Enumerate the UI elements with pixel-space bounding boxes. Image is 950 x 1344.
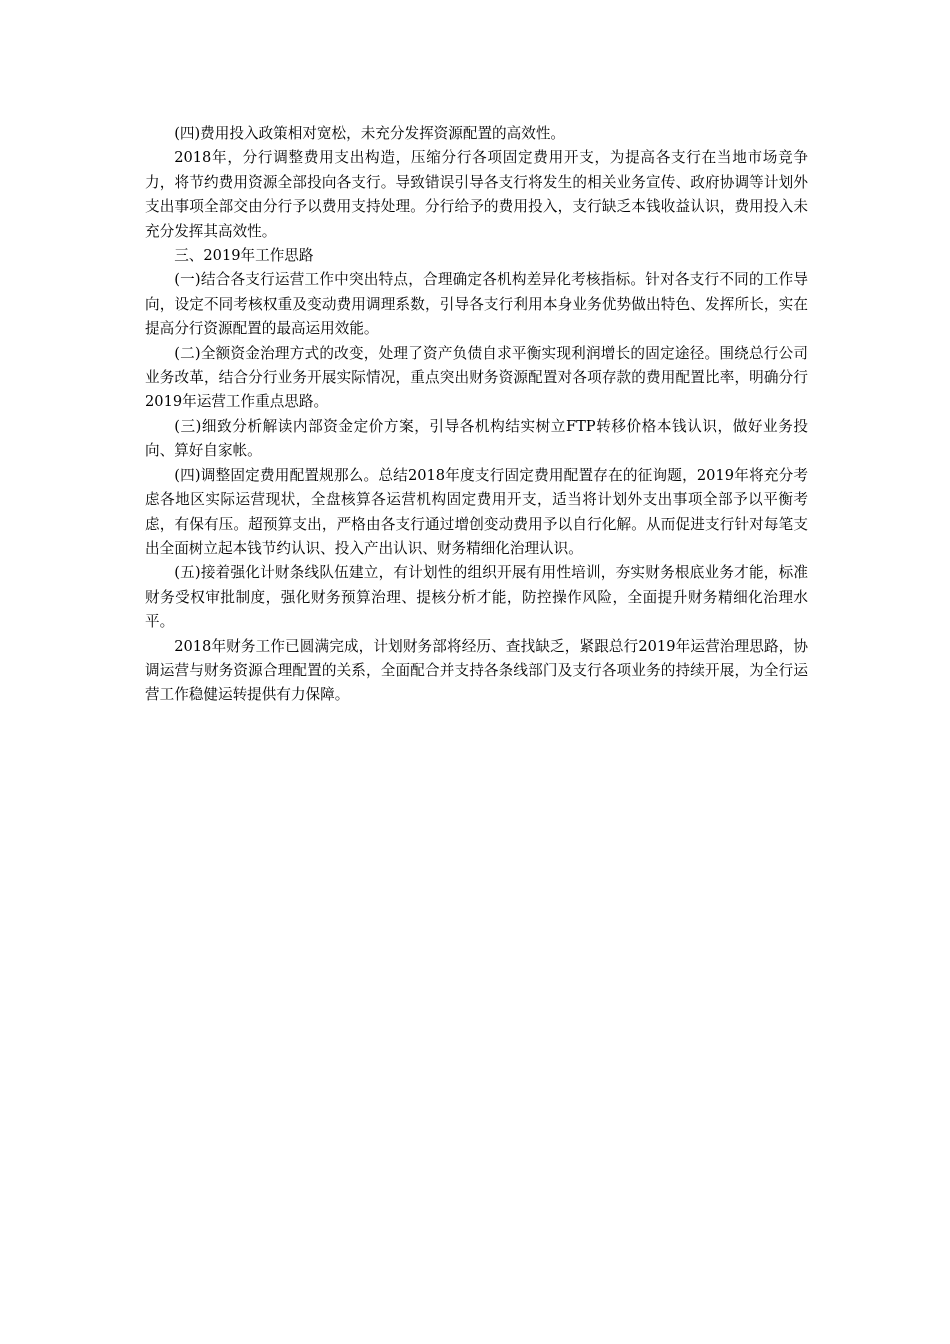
paragraph-conclusion: 2018年财务工作已圆满完成，计划财务部将经历、查找缺乏，紧跟总行2019年运营治理思路，协调运营与财务资源合理配置的关系，全面配合并支持各条线部门及支行各项业务的持续开展，为全行运营工作稳健运转提供有力保障。 (145, 637, 808, 704)
paragraph-plan-item-3: (三)细致分析解读内部资金定价方案，引导各机构结实树立FTP转移价格本钱认识，做好业务投向、算好自家帐。 (145, 417, 808, 460)
paragraph-expense-policy: (四)费用投入政策相对宽松，未充分发挥资源配置的高效性。 (174, 125, 566, 142)
section-heading-2019-plan: 三、2019年工作思路 (174, 247, 314, 265)
paragraph-2018-expense-structure: 2018年，分行调整费用支出构造，压缩分行各项固定费用开支，为提高各支行在当地市场竞争力，将节约费用资源全部投向各支行。导致错误引导各支行将发生的相关业务宣传、政府协调等计划外支出事项全部交由分行予以费用支持处理。分行给予的费用投入，支行缺乏本钱收益认识，费用投入未充分发挥其高效性。 (145, 149, 808, 240)
paragraph-plan-item-2: (二)全额资金治理方式的改变，处理了资产负债自求平衡实现利润增长的固定途径。围绕总行公司业务改革，结合分行业务开展实际情况，重点突出财务资源配置对各项存款的费用配置比率，明确分行2019年运营工作重点思路。 (145, 344, 808, 411)
paragraph-plan-item-5: (五)接着强化计财条线队伍建立，有计划性的组织开展有用性培训，夯实财务根底业务才能，标准财务受权审批制度，强化财务预算治理、提核分析才能，防控操作风险，全面提升财务精细化治理水平。 (145, 564, 808, 631)
paragraph-plan-item-1: (一)结合各支行运营工作中突出特点，合理确定各机构差异化考核指标。针对各支行不同的工作导向，设定不同考核权重及变动费用调理系数，引导各支行利用本身业务优势做出特色、发挥所长，实在提高分行资源配置的最高运用效能。 (145, 271, 808, 338)
paragraph-plan-item-4: (四)调整固定费用配置规那么。总结2018年度支行固定费用配置存在的征询题，2019年将充分考虑各地区实际运营现状，全盘核算各运营机构固定费用开支，适当将计划外支出事项全部予以平衡考虑，有保有压。超预算支出，严格由各支行通过增创变动费用予以自行化解。从而促进支行针对每笔支出全面树立起本钱节约认识、投入产出认识、财务精细化治理认识。 (145, 466, 808, 557)
document-body (145, 122, 808, 708)
